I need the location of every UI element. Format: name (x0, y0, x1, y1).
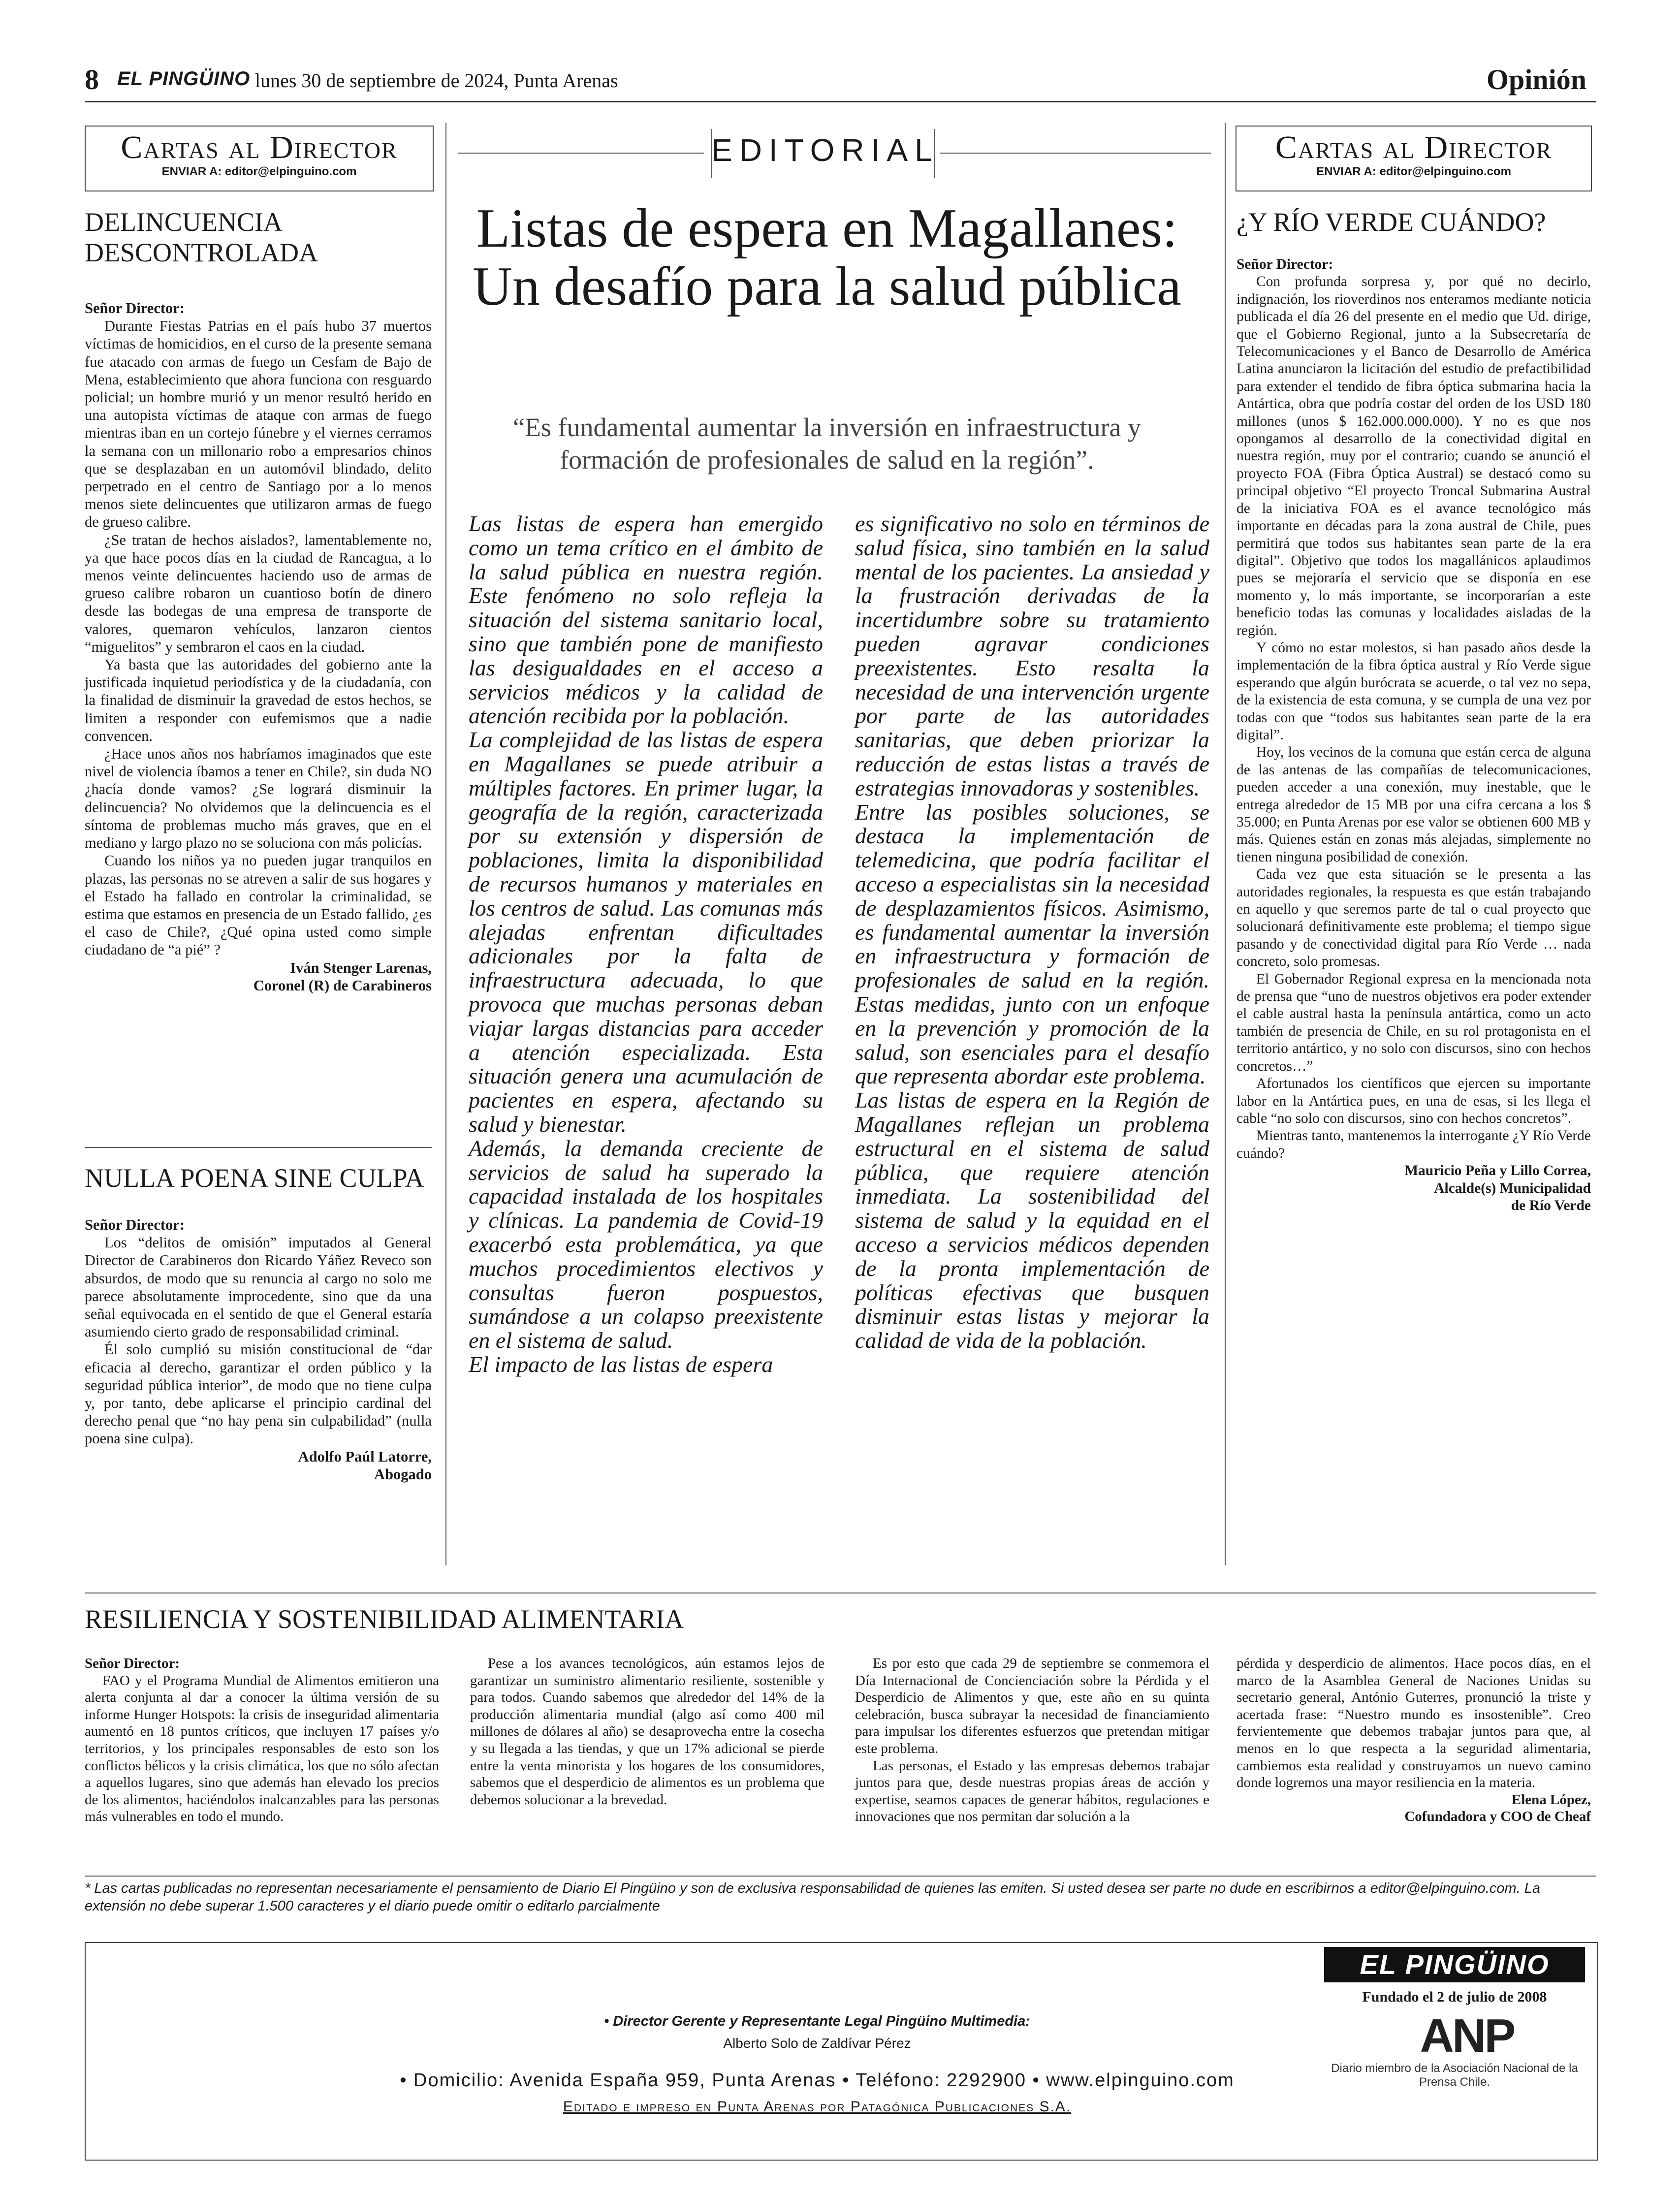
paragraph: Hoy, los vecinos de la comuna que están cerca de alguna de las antenas de las compañías de telecomunicaciones, pueden acceder a una conexión, muy inestable, que le entrega alrededor de 15 MB por una cifra cercana a los $ 35.000; en Punta Arenas por ese valor se obtienen 600 MB y más. Quienes están en zonas más alejadas, simplemente no tienen ninguna posibilidad de conexión. (1236, 744, 1591, 865)
address-line: • Domicilio: Avenida España 959, Punta Arenas • Teléfono: 2292900 • www.elpinguino.com (400, 2070, 1235, 2091)
paragraph: Mientras tanto, mantenemos la interrogante ¿Y Río Verde cuándo? (1236, 1128, 1591, 1161)
paragraph: es significativo no solo en términos de salud física, sino también en la salud mental de los pacientes. La ansiedad y la frustración derivadas de la incertidumbre sobre su tratamiento pueden agravar condiciones preexistentes. Esto resalta la necesidad de una intervención urgente por parte de las autoridades sanitarias, que deben priorizar la reducción de estas listas a través de estrategias innovadoras y sostenibles. (855, 511, 1209, 800)
signature-name: Adolfo Paúl Latorre, (298, 1448, 432, 1465)
publisher-line: Editado e impreso en Punta Arenas por Patagónica Publicaciones S.A. (563, 2099, 1072, 2115)
cartas-title: Cartas al Director (121, 129, 398, 165)
column-rule (445, 123, 446, 1565)
paragraph: Las listas de espera en la Región de Magallanes reflejan un problema estructural en el sistema de salud pública, que requiere atención inmediata. La sostenibilidad del sistema de salud y la equidad en el acceso a servicios médicos dependen de la pronta implementación de políticas efectivas que busquen disminuir estas listas y mejorar la calidad de vida de la población. (855, 1087, 1209, 1353)
letter-column-1 (85, 1655, 439, 1825)
cartas-header-right (1236, 126, 1592, 191)
letter-title: NULLA POENA SINE CULPA (85, 1163, 424, 1193)
letter-title: ¿Y RÍO VERDE CUÁNDO? (1236, 207, 1546, 237)
editorial-headline: Listas de espera en Magallanes: Un desafío para la salud pública (473, 198, 1181, 317)
header-rule (85, 101, 1596, 102)
section-title: Opinión (1486, 64, 1586, 96)
editorial-pull-quote: “Es fundamental aumentar la inversión en infraestructura y formación de profesionales de salud en la región”. (513, 413, 1141, 475)
paragraph: pérdida y desperdicio de alimentos. Hace pocos días, en el marco de la Asamblea General de Naciones Unidas su secretario general, António Guterres, pronunció la triste y acertada frase: “Nuestro mundo es insostenible”. Creo fervientemente que debemos trabajar juntos para que, al menos en lo que respecta a la seguridad alimentaria, cambiemos esta realidad y construyamos un nuevo camino donde logremos una mayor resiliencia en la materia. (1236, 1656, 1591, 1791)
signature-name: Mauricio Peña y Lillo Correa, (1404, 1163, 1591, 1179)
cartas-title: Cartas al Director (1275, 129, 1553, 165)
editorial-column-2 (855, 512, 1209, 1353)
director-name: Alberto Solo de Zaldívar Pérez (723, 2036, 911, 2051)
letter-column-2 (470, 1655, 824, 1808)
cartas-email: ENVIAR A: editor@elpinguino.com (1316, 165, 1511, 178)
founded-date: Fundado el 2 de julio de 2008 (1362, 1989, 1547, 2005)
editorial-rule-right (940, 153, 1211, 154)
letter-title: DELINCUENCIA DESCONTROLADA (85, 207, 318, 267)
divider (85, 1147, 432, 1148)
editorial-column-1 (469, 512, 823, 1377)
letter-body (1236, 256, 1591, 1214)
signature-title: Cofundadora y COO de Cheaf (1404, 1809, 1591, 1825)
paragraph: FAO y el Programa Mundial de Alimentos emitieron una alerta conjunta al dar a conocer la última versión de su informe Hunger Hotspots: la crisis de inseguridad alimentaria aumentó en 18 puntos críticos, que incluyen 17 países y/o territorios, y los principales responsables de esto son los conflictos bélicos y la crisis climática, los que no sólo afectan a aquellos lugares, sino que además han elevado los precios de los alimentos, haciéndolos inalcanzables para las personas más vulnerables en todo el mundo. (85, 1672, 439, 1825)
page-number: 8 (85, 64, 99, 96)
editorial-label: EDITORIAL (711, 132, 939, 168)
paragraph: ¿Se tratan de hechos aislados?, lamentablemente no, ya que hace pocos días en la ciudad de Rancagua, a lo menos veinte delincuentes haciendo uso de armas de grueso calibre robaron un cuantioso botín de dinero desde las bodegas de una empresa de transporte de valores, quemaron vehículos, lanzaron cientos “miguelitos” y sembraron el caos en la ciudad. (85, 531, 432, 655)
signature-title: Coronel (R) de Carabineros (253, 977, 432, 994)
editorial-rule-left (458, 153, 704, 154)
column-rule (1225, 123, 1226, 1565)
anp-logo-icon (1408, 2008, 1526, 2058)
paragraph: Con profunda sorpresa y, por qué no decirlo, indignación, los rioverdinos nos enteramos mediante noticia publicada el día 26 del presente en el medio que Ud. dirige, que el Gobierno Regional, junto a la Subsecretaría de Telecomunicaciones y el Banco de Desarrollo de América Latina anunciaron la licitación del estudio de prefactibilidad para extender el tendido de fibra óptica submarina hacia la Antártica, obra que podría costar del orden de los USD 180 millones (unos $ 162.000.000.000). Y no es que nos opongamos al desarrollo de la conectividad digital en nuestra región, muy por el contrario; cuando se anunció el proyecto FOA (Fibra Óptica Austral) se destacó como su principal objetivo “El proyecto Troncal Submarina Austral de la iniciativa FOA es el avance tecnológico más importante en décadas para la zona austral de Chile, pues permitirá que todos sus habitantes sean parte de la era digital”. Objetivo que todos los magallánicos aplaudimos pues se mejoraría el servicio que se disponía en ese momento y, lo más importante, se incorporarían a este beneficio todas las comunas y localidades aisladas de la región. (1236, 274, 1591, 638)
signature-name: Iván Stenger Larenas, (290, 959, 432, 976)
signature-title: Abogado (374, 1465, 432, 1483)
signature-title: de Río Verde (1511, 1197, 1591, 1213)
paragraph: El Gobernador Regional expresa en la mencionada nota de prensa que “uno de nuestros objetivos era poder extender el cable austral hasta la península antártica, como un acto también de presencia de Chile, en su rol protagonista en el territorio antártico, y no solo con discursos, sino con hechos concretos…” (1236, 971, 1591, 1074)
divider (85, 1876, 1596, 1877)
paragraph: Pese a los avances tecnológicos, aún estamos lejos de garantizar un suministro alimentario resiliente, sostenible y para todos. Cuando sabemos que alrededor del 14% de la producción alimentaria mundial (algo así como 400 mil millones de dólares al año) se desaprovecha entre la cosecha y su llegada a las tiendas, y que un 17% adicional se pierde entre la venta minorista y los hogares de los consumidores, sabemos que el desperdicio de alimentos es un problema que debemos solucionar a la brevedad. (470, 1656, 824, 1808)
paragraph: Durante Fiestas Patrias en el país hubo 37 muertos víctimas de homicidios, en el curso de la presente semana fue atacado con armas de fuego un Cesfam de Bajo de Mena, establecimiento que ahora funciona con resguardo policial; un hombre murió y un menor resultó herido en una autopista víctimas de ataque con armas de fuego mientras iban en un cortejo fúnebre y el viernes cerramos la semana con un millonario robo a empresarios chinos que se desplazaban en un automóvil blindado, delito perpetrado en el centro de Santiago por a lo menos menos siete delincuentes que utilizaron armas de fuego de grueso calibre. (85, 318, 432, 531)
letter-body (85, 299, 432, 994)
disclaimer-text: * Las cartas publicadas no representan necesariamente el pensamiento de Diario El Pingüino y son de exclusiva responsabilidad de quienes las emiten. Si usted desea ser parte no dude en escribirnos a editor@elpinguino.com. La extensión no debe superar 1.500 caracteres y el diario puede omitir o editarlo parcialmente (85, 1880, 1541, 1914)
svg-text:ANP: ANP (1420, 2009, 1514, 2058)
paragraph: Las personas, el Estado y las empresas debemos trabajar juntos para que, desde nuestras propias áreas de acción y expertise, seamos capaces de generar hábitos, regulaciones e innovaciones que nos permitan dar solución a la (855, 1757, 1209, 1825)
paragraph: La complejidad de las listas de espera en Magallanes se puede atribuir a múltiples factores. En primer lugar, la geografía de la región, caracterizada por su extensión y dispersión de poblaciones, limita la disponibilidad de recursos humanos y materiales en los centros de salud. Las comunas más alejadas enfrentan dificultades adicionales por la falta de infraestructura adecuada, lo que provoca que muchas personas deban viajar largas distancias para acceder a atención especializada. Esta situación genera una acumulación de pacientes en espera, afectando su salud y bienestar. (469, 727, 823, 1137)
paragraph: Entre las posibles soluciones, se destaca la implementación de telemedicina, que podría facilitar el acceso a especialistas sin la necesidad de desplazamientos físicos. Asimismo, es fundamental aumentar la inversión en infraestructura y formación de profesionales de salud en la región. Estas medidas, junto con un enfoque en la prevención y promoción de la salud, son esenciales para el desafío que representa abordar este problema. (855, 799, 1209, 1089)
paragraph: El impacto de las listas de espera (469, 1351, 773, 1377)
salutation: Señor Director: (85, 300, 185, 317)
letter-body (85, 1216, 432, 1483)
paragraph: Ya basta que las autoridades del gobierno ante la justificada inquietud periodística y de la ciudadanía, con la finalidad de disminuir la gravedad de estos hechos, se limiten a responder con eufemismos que a nadie convencen. (85, 656, 432, 744)
anp-caption: Diario miembro de la Asociación Nacional de la Prensa Chile. (1331, 2062, 1578, 2089)
signature-title: Alcalde(s) Municipalidad (1434, 1180, 1591, 1196)
paragraph: ¿Hace unos años nos habríamos imaginados que este nivel de violencia íbamos a tener en Chile?, sin duda NO ¿hacía donde vamos? ¿Se logrará disminuir la delincuencia? No olvidemos que la delincuencia es el síntoma de problemas mucho más graves, que en el mediano y largo plazo no se soluciona con más policías. (85, 745, 432, 852)
paragraph: Afortunados los científicos que ejercen su importante labor en la Antártica pues, en una de esas, si les llega el cable “no solo con discursos, sino con hechos concretos”. (1236, 1076, 1591, 1126)
paragraph: Cada vez que esta situación se le presenta a las autoridades regionales, la respuesta es que están trabajando en aquello y que seremos parte de tal o cual proyecto que solucionará definitivamente este problema; el tiempo sigue pasando y de conectividad digital para Río Verde … nada concreto, solo promesas. (1236, 866, 1591, 970)
salutation: Señor Director: (85, 1216, 185, 1233)
salutation: Señor Director: (1236, 256, 1333, 272)
paragraph: Y cómo no estar molestos, si han pasado años desde la implementación de la fibra óptica austral y Río Verde sigue esperando que algún burócrata se acuerde, o tal vez no sepa, de la existencia de esta comuna, y se cumpla de una vez por todas con que “todos sus habitantes sean parte de la era digital”. (1236, 639, 1591, 743)
footer-logo: EL PINGÜINO (1324, 1947, 1585, 1982)
director-label: • Director Gerente y Representante Legal Pingüino Multimedia: (604, 2013, 1030, 2029)
masthead-logo: EL PINGÜINO (117, 68, 251, 90)
paragraph: Los “delitos de omisión” imputados al General Director de Carabineros don Ricardo Yáñez Reveco son absurdos, de modo que su renuncia al cargo no solo me parece absolutamente improcedente, sino que da una señal equivocada en el sentido de que el General estaría asumiendo cierto grado de responsabilidad criminal. (85, 1234, 432, 1340)
paragraph: Él solo cumplió su misión constitucional de “dar eficacia al derecho, garantizar el orden público y la seguridad pública interior”, de modo que no tiene culpa y, por tanto, debe aplicarse el principio cardinal del derecho penal que “no hay pena sin culpabilidad” (nulla poena sine culpa). (85, 1341, 432, 1447)
issue-date: lunes 30 de septiembre de 2024, Punta Arenas (255, 69, 618, 92)
letter-column-4 (1236, 1655, 1591, 1825)
letter-column-3 (855, 1655, 1209, 1825)
paragraph: Además, la demanda creciente de servicios de salud ha superado la capacidad instalada de los hospitales y clínicas. La pandemia de Covid-19 exacerbó esta problemática, ya que muchos procedimientos electivos y consultas fueron pospuestos, sumándose a un colapso preexistente en el sistema de salud. (469, 1135, 823, 1353)
cartas-header-left (85, 126, 434, 191)
signature-name: Elena López, (1511, 1791, 1591, 1808)
paragraph: Cuando los niños ya no pueden jugar tranquilos en plazas, las personas no se atreven a salir de sus hogares y el Estado ha fallado en controlar la criminalidad, se estima que estamos en presencia de un Estado fallido, ¿es el caso de Chile?, ¿Qué opina usted como simple ciudadano de “a pié” ? (85, 852, 432, 958)
cartas-email: ENVIAR A: editor@elpinguino.com (161, 165, 357, 178)
salutation: Señor Director: (85, 1656, 180, 1671)
letter-title: RESILIENCIA Y SOSTENIBILIDAD ALIMENTARIA (85, 1604, 684, 1634)
paragraph: Es por esto que cada 29 de septiembre se conmemora el Día Internacional de Concienciación sobre la Pérdida y el Desperdicio de Alimentos y que, este año en su quinta celebración, busca subrayar la necesidad de financiamiento para impulsar los diferentes esfuerzos que pretendan mitigar este problema. (855, 1656, 1209, 1756)
paragraph: Las listas de espera han emergido como un tema crítico en el ámbito de la salud pública en nuestra región. Este fenómeno no solo refleja la situación del sistema sanitario local, sino que también pone de manifiesto las desigualdades en el acceso a servicios médicos y la calidad de atención recibida por la población. (469, 511, 823, 729)
